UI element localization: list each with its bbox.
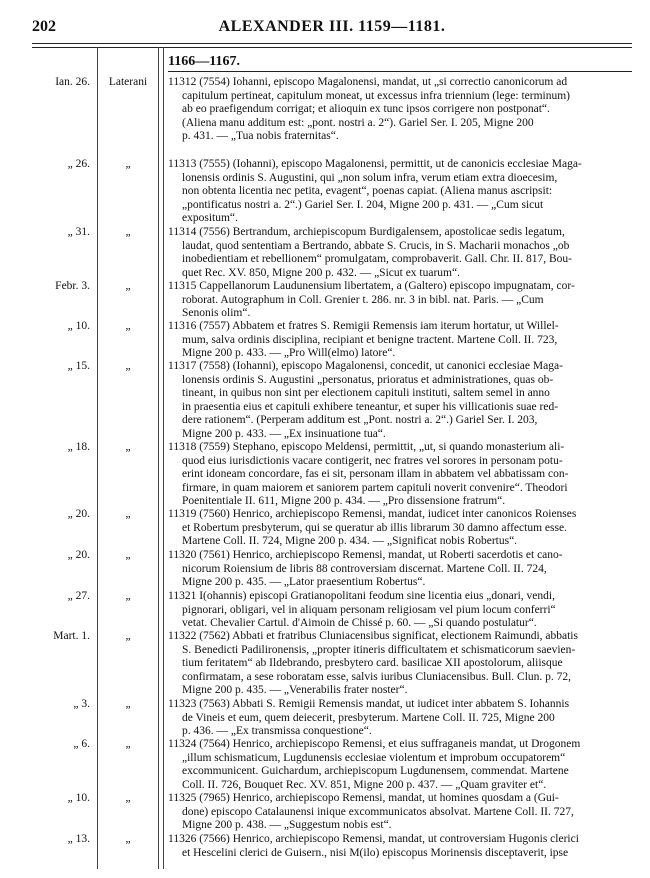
entry-place: „: [125, 360, 131, 372]
entry-line: lonensis ordinis S. Augustini „personatus, prioratus et administrationes, quas ob-: [182, 373, 554, 386]
column-divider: [158, 47, 159, 869]
entry-line: Migne 200 p. 433. — „Ex insinuatione tua“.: [182, 427, 386, 440]
entry-line: inobedientiam et rebellionem“ promulgatam, comprobaverit. Gall. Chr. II. 817, Bou-: [182, 253, 572, 265]
entry-line: ab eo praefigendum corrigat; et alioquin ex tunc ipsos corrigere non postponat“.: [182, 103, 550, 115]
entry-line: 11313 (7555) (Iohanni), episcopo Magalonensi, permittit, ut de canonicis ecclesiae Maga-: [168, 158, 582, 170]
entry-date: „ 6.: [73, 738, 90, 750]
entry-line: 11314 (7556) Bertrandum, archiepiscopum Burdigalensem, apostolicae sedis legatum,: [168, 226, 565, 238]
entry-line: 11322 (7562) Abbati et fratribus Cluniacensibus significat, electionem Raimundi, abbatis: [168, 630, 578, 642]
entry-text: [168, 158, 632, 226]
entry-line: Senonis olim“.: [182, 307, 251, 319]
entry-place: „: [125, 833, 131, 845]
column-divider: [163, 47, 164, 869]
entry-line: quod eius iurisdictionis vacare contigerit, nec fratres vel sorores in personam potu-: [182, 454, 563, 467]
entry-line: 11326 (7566) Henrico, archiepiscopo Remensi, mandat, ut controversiam Hugonis clerici: [168, 833, 579, 845]
entry-line: 11321 I(ohannis) episcopi Gratianopolitani feodum sine licentia eius „donari, vendi,: [168, 590, 555, 602]
entry-line: lonensis ordinis S. Augustini, qui „non solum infra, verum etiam extra dioecesim,: [182, 171, 558, 184]
entry-line: 11319 (7560) Henrico, archiepiscopo Remensi, mandat, iudicet inter canonicos Roienses: [168, 508, 577, 520]
entry-line: de Vineis et eum, quem deiecerit, presbyterum. Martene Coll. II. 725, Migne 200: [182, 711, 555, 724]
entry-line: mum, salva ordinis disciplina, recipiant et benigne tractent. Martene Coll. II. 723,: [182, 333, 558, 346]
entry-line: et Hescelini clerici de Guisern., nisi M(ilo) episcopus Morinensis disceptaverit, ipse: [182, 846, 569, 859]
entry-place: „: [125, 508, 131, 520]
section-underline: [168, 71, 632, 72]
entry-line: „illum schismaticum, Lugdunensis ecclesiae violentum et improbum occupatorem“: [182, 751, 566, 764]
entry-line: Migne 200 p. 435. — „Lator praesentium Robertus“.: [182, 576, 426, 588]
entry-place: „: [125, 698, 131, 710]
entry-date: „ 26.: [67, 158, 90, 170]
entry-text: [168, 630, 632, 698]
entry-line: expositum“.: [182, 212, 238, 224]
entry-line: Coll. II. 726, Bouquet Rec. XV. 851, Migne 200 p. 437. — „Quam graviter et“.: [182, 778, 547, 791]
entry-text: [168, 549, 632, 590]
entry-line: done) episcopo Catalaunensi inique excommunicatos absolvat. Martene Coll. II. 727,: [182, 805, 574, 818]
running-title: ALEXANDER III. 1159—1181.: [218, 18, 446, 35]
entry-line: 11316 (7557) Abbatem et fratres S. Remigii Remensis iam iterum hortatur, ut Willel-: [168, 320, 559, 332]
entry-line: erint idoneam concordare, fas ei sit, personam illam in abbatem vel abbatissam con-: [182, 468, 569, 480]
entry-text: [168, 441, 632, 509]
entry-date: „ 13.: [67, 833, 90, 845]
entry-line: Migne 200 p. 435. — „Venerabilis frater noster“.: [182, 684, 408, 696]
entry-line: vetat. Chevalier Cartul. d'Aimoin de Chissé p. 60. — „Si quando postulatur“.: [182, 617, 537, 629]
entry-date: „ 27.: [67, 590, 90, 602]
entry-place: Laterani: [108, 76, 148, 88]
entry-line: tineant, in quibus non sint per electionem capituli instituti, saltem semel in anno: [182, 387, 550, 399]
entry-place: „: [125, 280, 131, 292]
entry-text: [168, 226, 632, 280]
entry-place: „: [125, 158, 131, 170]
entry-text: [168, 280, 632, 321]
entry-date: Ian. 26.: [55, 76, 90, 88]
entry-place: „: [125, 792, 131, 804]
entry-place: „: [125, 630, 131, 642]
entry-line: (Aliena manu additum est: „pont. nostri a. 2“). Gariel Ser. I. 205, Migne 200: [182, 116, 534, 129]
entry-date: „ 15.: [67, 360, 90, 372]
entry-text: [168, 698, 632, 739]
header-rule-thin: [32, 47, 632, 48]
entry-line: 11324 (7564) Henrico, archiepiscopo Remensi, et eius suffraganeis mandat, ut Drogonem: [168, 738, 581, 750]
entry-text: [168, 76, 632, 144]
entry-line: Migne 200 p. 438. — „Suggestum nobis est“.: [182, 819, 392, 831]
entry-line: 11325 (7965) Henrico, archiepiscopo Remensi, mandat, ut homines quosdam a (Gui-: [168, 792, 559, 804]
entry-text: [168, 792, 632, 833]
entry-line: 11323 (7563) Abbati S. Remigii Remensis mandat, ut iudicet inter abbatem S. Iohannis: [168, 698, 570, 710]
entry-text: [168, 833, 632, 860]
entry-line: Martene Coll. II. 724, Migne 200 p. 434. — „Significat nobis Robertus“.: [182, 535, 518, 547]
entry-text: [168, 360, 632, 441]
entry-date: „ 10.: [67, 792, 90, 804]
entry-line: S. Benedicti Padilironensis, „propter itineris difficultatem et schismaticorum saevien-: [182, 643, 576, 656]
entry-line: 11318 (7559) Stephano, episcopo Meldensi, permittit, „ut, si quando monasterium ali-: [168, 441, 565, 453]
entry-line: roborat. Autographum in Coll. Grenier t. 286. nr. 3 in bibl. nat. Paris. — „Cum: [182, 293, 544, 306]
entry-line: 11315 Cappellanorum Laudunensium libertatem, a (Galtero) episcopo impugnatam, cor-: [168, 280, 575, 292]
entry-line: et Robertum presbyterum, qui se queratur ab illis librarum 30 damno affectum esse.: [182, 521, 567, 534]
entry-line: nicorum Roiensium de libris 88 controversiam discernat. Martene Coll. II. 724,: [182, 562, 547, 575]
entry-date: „ 20.: [67, 549, 90, 561]
page-header: [32, 18, 632, 40]
entry-date: „ 18.: [67, 441, 90, 453]
entry-line: capitulum pertineat, capitulum moneat, ut excessus infra triennium (lege: terminum): [182, 89, 571, 102]
entry-line: non obtenta licentia nec petita, evagent“, poenas capiat. (Aliena manus ascripsit:: [182, 185, 553, 197]
entry-line: dere rationem“. (Perperam additum est „Pont. nostri a. 2“.) Gariel Ser. I. 203,: [182, 414, 538, 426]
entry-line: 11320 (7561) Henrico, archiepiscopo Remensi, mandat, ut Roberti sacerdotis et cano-: [168, 549, 563, 561]
entry-date: „ 3.: [73, 698, 90, 710]
entry-line: confirmatam, a sese roboratam esse, salvis iuribus Cluniacensibus. Bull. Clun. p. 72,: [182, 670, 572, 683]
entry-line: laudat, quod sententiam a Bertrando, abbate S. Crucis, in S. Macharii monachos „ob: [182, 239, 570, 252]
entry-line: 11317 (7558) (Iohanni), episcopo Magalonensi, concedit, ut canonici ecclesiae Maga-: [168, 360, 563, 372]
entry-line: p. 436. — „Ex transmissa conquestione“.: [182, 725, 372, 737]
entry-place: „: [125, 549, 131, 561]
entry-line: excommunicent. Guichardum, archiepiscopum Lugdunensem, commendat. Martene: [182, 765, 569, 777]
entry-line: 11312 (7554) Iohanni, episcopo Magalonensi, mandat, ut „si correctio canonicorum ad: [168, 76, 568, 88]
entry-line: in praesentia eius et capituli exhibere teneantur, et super his villicationis suae red-: [182, 400, 559, 413]
entry-text: [168, 590, 632, 631]
entry-date: „ 31.: [67, 226, 90, 238]
section-heading: 1166—1167.: [168, 54, 240, 69]
entry-line: p. 431. — „Tua nobis fraternitas“.: [182, 130, 339, 142]
entry-line: Poenitentiale II. 611, Migne 200 p. 434. — „Pro dissensione fratrum“.: [182, 495, 506, 507]
entry-line: pignorari, obligari, vel in aliquam personam religiosam vel pium locum conferri“: [182, 603, 556, 616]
entry-text: [168, 508, 632, 549]
entry-place: „: [125, 590, 131, 602]
entry-line: Migne 200 p. 433. — „Pro Will(elmo) latore“.: [182, 347, 396, 359]
entry-line: „pontificatus nostri a. 2“.) Gariel Ser. I. 204, Migne 200 p. 431. — „Cum sicut: [182, 198, 544, 211]
entry-date: „ 20.: [67, 508, 90, 520]
entry-line: quet Rec. XV. 850, Migne 200 p. 432. — „Sicut ex tuarum“.: [182, 266, 460, 279]
entry-place: „: [125, 226, 131, 238]
entry-place: „: [125, 441, 131, 453]
entry-date: Mart. 1.: [53, 630, 90, 642]
entry-line: tium feritatem“ ab Ildebrando, presbytero card. basilicae XII apostolorum, aliisque: [182, 657, 563, 669]
header-rule: [32, 43, 632, 44]
entry-date: Febr. 3.: [55, 280, 90, 292]
entry-place: „: [125, 738, 131, 750]
entry-text: [168, 320, 632, 361]
entry-place: „: [125, 320, 131, 332]
entry-line: firmare, in quam maiorem et saniorem partem capituli noverit convenire“. Theodori: [182, 481, 568, 494]
page-number: 202: [32, 18, 56, 35]
entry-text: [168, 738, 632, 792]
entry-date: „ 10.: [67, 320, 90, 332]
